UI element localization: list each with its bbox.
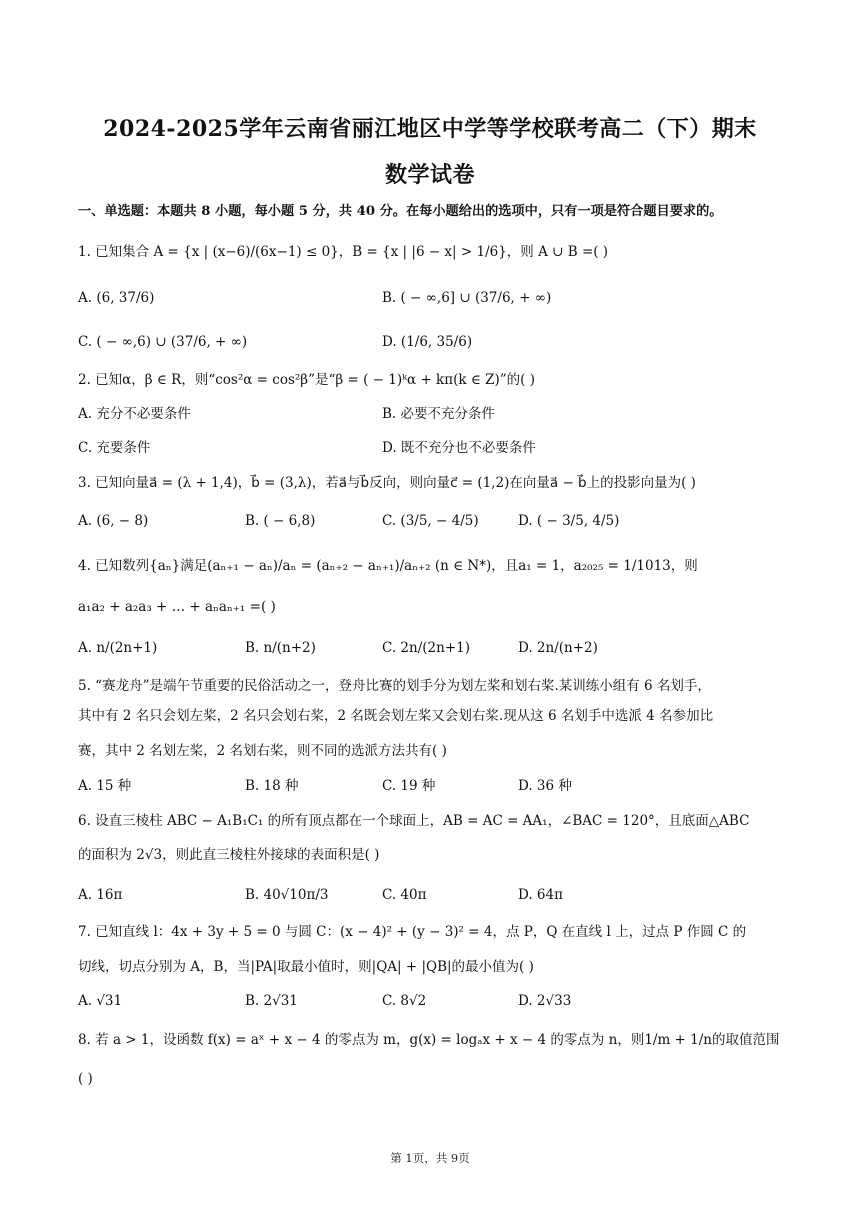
q1-option-a: A. (6, 37/6) <box>78 290 155 306</box>
q7-line-2: 切线，切点分别为 A，B，当|PA|取最小值时，则|QA| + |QB|的最小值为( ) <box>78 959 534 975</box>
title-line-1: 2024-2025学年云南省丽江地区中学等学校联考高二（下）期末 <box>103 116 757 142</box>
q4-option-c: C. 2n/(2n+1) <box>382 640 470 656</box>
q5-option-b: B. 18 种 <box>245 778 299 794</box>
q6-option-a: A. 16π <box>78 887 123 903</box>
q5-line-1: 5. “赛龙舟”是端午节重要的民俗活动之一，登舟比赛的划手分为划左桨和划右桨.某训练小组有 6 名划手， <box>78 678 711 694</box>
q4-option-b: B. n/(n+2) <box>245 640 316 656</box>
q5-option-c: C. 19 种 <box>382 778 436 794</box>
page-footer: 第 1页，共 9页 <box>390 1151 470 1165</box>
title-line-2: 数学试卷 <box>384 162 475 188</box>
q6-line-1: 6. 设直三棱柱 ABC − A₁B₁C₁ 的所有顶点都在一个球面上，AB = AC = AA₁，∠BAC = 120°，且底面△ABC <box>78 813 750 829</box>
q3-option-b: B. ( − 6,8) <box>245 513 316 529</box>
q4-stem: 4. 已知数列{aₙ}满足(aₙ₊₁ − aₙ)/aₙ = (aₙ₊₂ − aₙ₊₁)/aₙ₊₂ (n ∈ N*)，且a₁ = 1，a₂₀₂₅ = 1/1013，则 <box>78 558 698 574</box>
q8-line-1: 8. 若 a > 1，设函数 f(x) = aˣ + x − 4 的零点为 m，g(x) = logₐx + x − 4 的零点为 n，则1/m + 1/n的取值范围 <box>78 1032 780 1048</box>
q4-option-d: D. 2n/(n+2) <box>518 640 598 656</box>
q6-option-d: D. 64π <box>518 887 563 903</box>
q6-option-b: B. 40√10π/3 <box>245 887 329 903</box>
q4-stem-continued: a₁a₂ + a₂a₃ + … + aₙaₙ₊₁ =( ) <box>78 599 276 615</box>
q6-line-2: 的面积为 2√3，则此直三棱柱外接球的表面积是( ) <box>78 847 380 863</box>
q1-option-c: C. ( − ∞,6) ∪ (37/6, + ∞) <box>78 334 248 350</box>
q7-line-1: 7. 已知直线 l：4x + 3y + 5 = 0 与圆 C：(x − 4)² + (y − 3)² = 4，点 P，Q 在直线 l 上，过点 P 作圆 C 的 <box>78 924 747 940</box>
q2-stem: 2. 已知α，β ∈ R，则“cos²α = cos²β”是“β = ( − 1)ᵏα + kπ(k ∈ Z)”的( ) <box>78 372 536 388</box>
section-heading: 一、单选题：本题共 8 小题，每小题 5 分，共 40 分。在每小题给出的选项中，只有一项是符合题目要求的。 <box>78 204 723 219</box>
q2-option-b: B. 必要不充分条件 <box>382 406 496 422</box>
q7-option-d: D. 2√33 <box>518 993 572 1009</box>
q4-option-a: A. n/(2n+1) <box>78 640 158 656</box>
q5-option-a: A. 15 种 <box>78 778 132 794</box>
q1-option-b: B. ( − ∞,6] ∪ (37/6, + ∞) <box>382 290 552 306</box>
q3-option-c: C. (3/5, − 4/5) <box>382 513 479 529</box>
q3-option-a: A. (6, − 8) <box>78 513 149 529</box>
q8-line-2: ( ) <box>78 1071 93 1087</box>
q2-option-d: D. 既不充分也不必要条件 <box>382 440 536 456</box>
q3-stem: 3. 已知向量a⃗ = (λ + 1,4)，b⃗ = (3,λ)，若a⃗与b⃗反向，则向量c⃗ = (1,2)在向量a⃗ − b⃗上的投影向量为( ) <box>78 475 696 491</box>
q1-option-d: D. (1/6, 35/6) <box>382 334 473 350</box>
q7-option-b: B. 2√31 <box>245 993 298 1009</box>
q5-option-d: D. 36 种 <box>518 778 572 794</box>
q6-option-c: C. 40π <box>382 887 427 903</box>
q5-line-3: 赛，其中 2 名划左桨，2 名划右桨，则不同的选派方法共有( ) <box>78 743 447 759</box>
q2-option-c: C. 充要条件 <box>78 440 151 456</box>
q5-line-2: 其中有 2 名只会划左桨，2 名只会划右桨，2 名既会划左桨又会划右桨.现从这 6 名划手中选派 4 名参加比 <box>78 708 714 724</box>
q7-option-a: A. √31 <box>78 993 123 1009</box>
q3-option-d: D. ( − 3/5, 4/5) <box>518 513 620 529</box>
q2-option-a: A. 充分不必要条件 <box>78 406 191 422</box>
q7-option-c: C. 8√2 <box>382 993 427 1009</box>
q1-stem: 1. 已知集合 A = {x | (x−6)/(6x−1) ≤ 0}，B = {x | |6 − x| > 1/6}，则 A ∪ B =( ) <box>78 244 609 260</box>
